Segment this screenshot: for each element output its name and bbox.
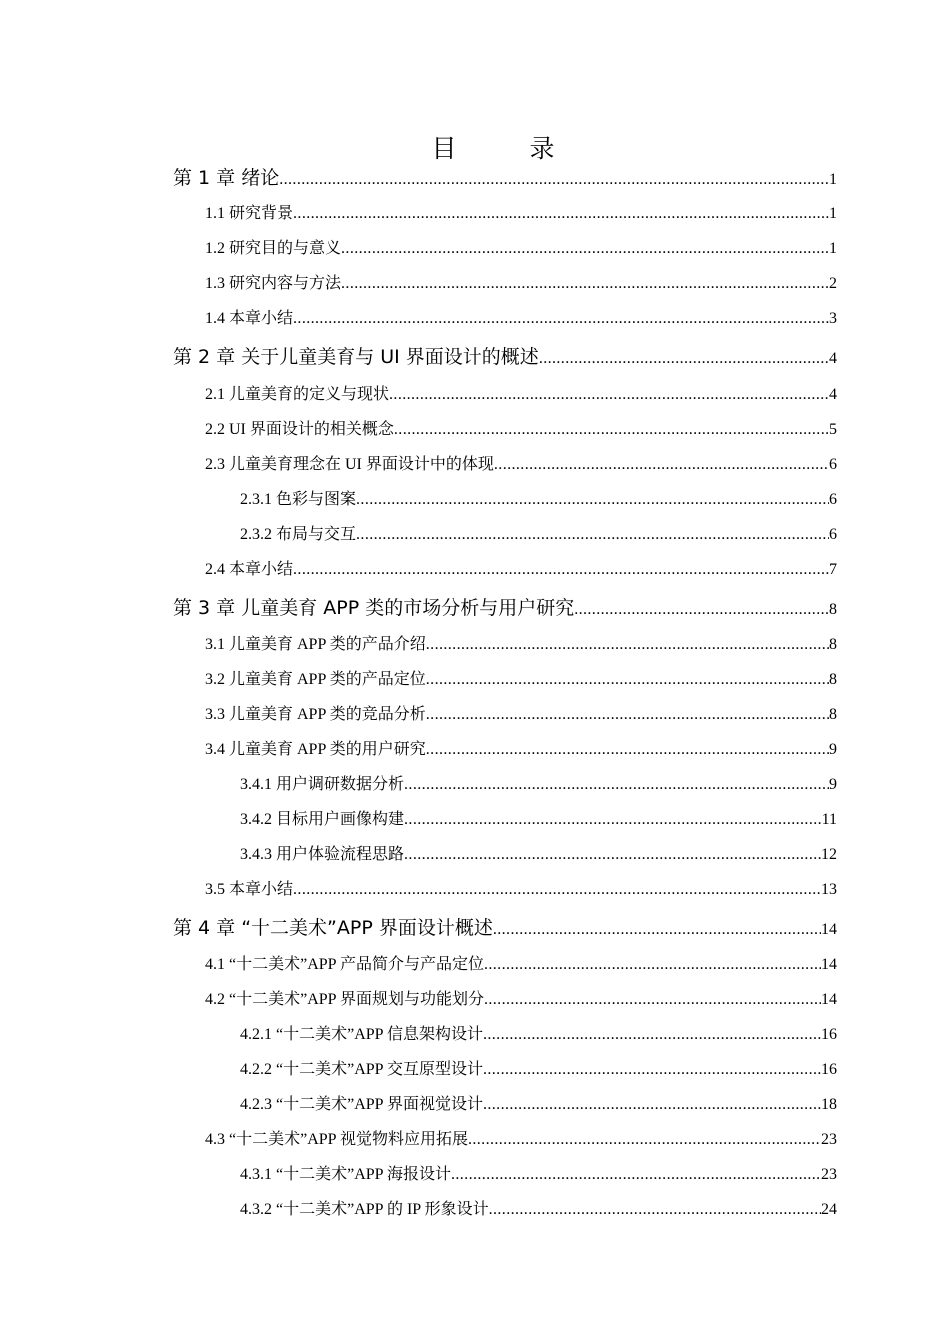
toc-title: 目 录 <box>431 134 579 163</box>
toc-entry-chapter-2[interactable] <box>173 345 837 371</box>
toc-page-number: 5 <box>829 421 837 438</box>
toc-entry-4-2-1[interactable] <box>240 1023 837 1047</box>
toc-entry-text: 4.2.3 “十二美术”APP 界面视觉设计 <box>240 1096 483 1113</box>
toc-page-number: 14 <box>821 956 837 973</box>
toc-page-number: 11 <box>821 811 837 828</box>
toc-entry-4-3-2[interactable] <box>240 1198 837 1222</box>
toc-page-number: 24 <box>821 1201 837 1218</box>
toc-entry-text: 3.4 儿童美育 APP 类的用户研究 <box>205 741 426 758</box>
toc-page-number: 2 <box>829 275 837 292</box>
toc-entry-text: 2.3 儿童美育理念在 UI 界面设计中的体现 <box>205 456 494 473</box>
dot-leader <box>404 773 829 797</box>
dot-leader <box>293 558 829 582</box>
dot-leader <box>394 418 829 442</box>
toc-entry-3-4-3[interactable] <box>240 843 837 867</box>
dot-leader <box>341 237 829 261</box>
toc-page-number: 3 <box>829 310 837 327</box>
dot-leader <box>426 703 829 727</box>
toc-entry-text: 2.4 本章小结 <box>205 561 294 578</box>
toc-entry-text: 3.2 儿童美育 APP 类的产品定位 <box>205 671 426 688</box>
toc-page-number: 9 <box>829 776 837 793</box>
toc-entry-text: 4.1 “十二美术”APP 产品简介与产品定位 <box>205 956 484 973</box>
toc-entry-3-4-2[interactable] <box>240 808 837 832</box>
toc-entry-text: 3.5 本章小结 <box>205 881 294 898</box>
toc-page-number: 23 <box>821 1131 837 1148</box>
toc-entry-3-5[interactable] <box>205 878 837 902</box>
toc-entry-text: 1.2 研究目的与意义 <box>205 240 342 257</box>
toc-entry-1-1[interactable] <box>205 202 837 226</box>
toc-page-number: 8 <box>829 671 837 688</box>
dot-leader <box>341 272 829 296</box>
toc-page-number: 1 <box>829 240 837 257</box>
toc-entry-text: 第 2 章 关于儿童美育与 UI 界面设计的概述 <box>173 346 539 368</box>
toc-entry-text: 4.3 “十二美术”APP 视觉物料应用拓展 <box>205 1131 468 1148</box>
toc-page-number: 8 <box>829 706 837 723</box>
toc-entry-text: 1.1 研究背景 <box>205 205 294 222</box>
toc-page-number: 6 <box>829 456 837 473</box>
toc-entry-text: 4.2.1 “十二美术”APP 信息架构设计 <box>240 1026 483 1043</box>
toc-entry-3-4-1[interactable] <box>240 773 837 797</box>
dot-leader <box>484 953 821 977</box>
toc-entry-3-2[interactable] <box>205 668 837 692</box>
toc-entry-1-2[interactable] <box>205 237 837 261</box>
toc-entry-text: 4.3.2 “十二美术”APP 的 IP 形象设计 <box>240 1201 489 1218</box>
toc-entry-3-3[interactable] <box>205 703 837 727</box>
toc-entry-2-2[interactable] <box>205 418 837 442</box>
toc-entry-text: 4.3.1 “十二美术”APP 海报设计 <box>240 1166 451 1183</box>
toc-entry-text: 4.2.2 “十二美术”APP 交互原型设计 <box>240 1061 483 1078</box>
toc-page-number: 16 <box>821 1026 837 1043</box>
dot-leader <box>426 633 829 657</box>
dot-leader <box>356 523 829 547</box>
toc-entry-text: 2.2 UI 界面设计的相关概念 <box>205 421 394 438</box>
toc-entry-2-3[interactable] <box>205 453 837 477</box>
toc-entry-3-1[interactable] <box>205 633 837 657</box>
toc-page-number: 6 <box>829 526 837 543</box>
toc-entry-text: 4.2 “十二美术”APP 界面规划与功能划分 <box>205 991 484 1008</box>
toc-entry-text: 2.3.1 色彩与图案 <box>240 491 357 508</box>
toc-entry-4-3-1[interactable] <box>240 1163 837 1187</box>
toc-page-number: 1 <box>829 205 837 222</box>
toc-page-number: 8 <box>829 601 837 618</box>
toc-entry-text: 3.4.1 用户调研数据分析 <box>240 776 405 793</box>
toc-entry-text: 3.1 儿童美育 APP 类的产品介绍 <box>205 636 426 653</box>
toc-entry-4-2-3[interactable] <box>240 1093 837 1117</box>
dot-leader <box>483 1093 821 1117</box>
dot-leader <box>404 843 821 867</box>
toc-entry-text: 3.3 儿童美育 APP 类的竞品分析 <box>205 706 426 723</box>
toc-page-number: 12 <box>821 846 837 863</box>
toc-page-number: 7 <box>829 561 837 578</box>
toc-entry-text: 1.3 研究内容与方法 <box>205 275 342 292</box>
dot-leader <box>356 488 829 512</box>
toc-entry-2-3-1[interactable] <box>240 488 837 512</box>
toc-entry-3-4[interactable] <box>205 738 837 762</box>
toc-entry-chapter-4[interactable] <box>173 916 837 942</box>
dot-leader <box>489 1198 821 1222</box>
toc-entry-2-4[interactable] <box>205 558 837 582</box>
toc-page-number: 14 <box>821 991 837 1008</box>
toc-entry-chapter-1[interactable] <box>173 166 837 192</box>
toc-entry-text: 第 1 章 绪论 <box>173 167 280 189</box>
toc-entry-text: 2.1 儿童美育的定义与现状 <box>205 386 390 403</box>
dot-leader <box>574 598 829 622</box>
toc-entry-text: 第 4 章 “十二美术”APP 界面设计概述 <box>173 917 493 939</box>
toc-entry-text: 3.4.2 目标用户画像构建 <box>240 811 405 828</box>
toc-page-number: 13 <box>821 881 837 898</box>
dot-leader <box>404 808 822 832</box>
toc-entry-4-1[interactable] <box>205 953 837 977</box>
toc-page-number: 4 <box>829 386 837 403</box>
toc-entry-4-2[interactable] <box>205 988 837 1012</box>
dot-leader <box>389 383 829 407</box>
toc-entry-text: 1.4 本章小结 <box>205 310 294 327</box>
toc-page-number: 14 <box>821 921 837 938</box>
dot-leader <box>483 1023 821 1047</box>
toc-page-number: 1 <box>829 171 837 188</box>
toc-entry-1-4[interactable] <box>205 307 837 331</box>
dot-leader <box>484 988 821 1012</box>
dot-leader <box>426 668 829 692</box>
dot-leader <box>483 1058 821 1082</box>
dot-leader <box>493 918 821 942</box>
toc-page-number: 6 <box>829 491 837 508</box>
dot-leader <box>293 307 829 331</box>
toc-entry-4-3[interactable] <box>205 1128 837 1152</box>
toc-page-number: 18 <box>821 1096 837 1113</box>
toc-entry-2-1[interactable] <box>205 383 837 407</box>
toc-page-number: 8 <box>829 636 837 653</box>
dot-leader <box>293 878 821 902</box>
toc-entry-text: 第 3 章 儿童美育 APP 类的市场分析与用户研究 <box>173 597 575 619</box>
dot-leader <box>293 202 829 226</box>
toc-entry-chapter-3[interactable] <box>173 596 837 622</box>
toc-page-number: 16 <box>821 1061 837 1078</box>
toc-entry-1-3[interactable] <box>205 272 837 296</box>
toc-entry-text: 2.3.2 布局与交互 <box>240 526 357 543</box>
dot-leader <box>539 347 829 371</box>
toc-entry-2-3-2[interactable] <box>240 523 837 547</box>
toc-entry-text: 3.4.3 用户体验流程思路 <box>240 846 405 863</box>
dot-leader <box>451 1163 821 1187</box>
toc-page-number: 4 <box>829 350 837 367</box>
dot-leader <box>279 168 829 192</box>
dot-leader <box>494 453 829 477</box>
dot-leader <box>468 1128 821 1152</box>
toc-entry-4-2-2[interactable] <box>240 1058 837 1082</box>
toc-page-number: 9 <box>829 741 837 758</box>
toc-page-number: 23 <box>821 1166 837 1183</box>
dot-leader <box>426 738 829 762</box>
